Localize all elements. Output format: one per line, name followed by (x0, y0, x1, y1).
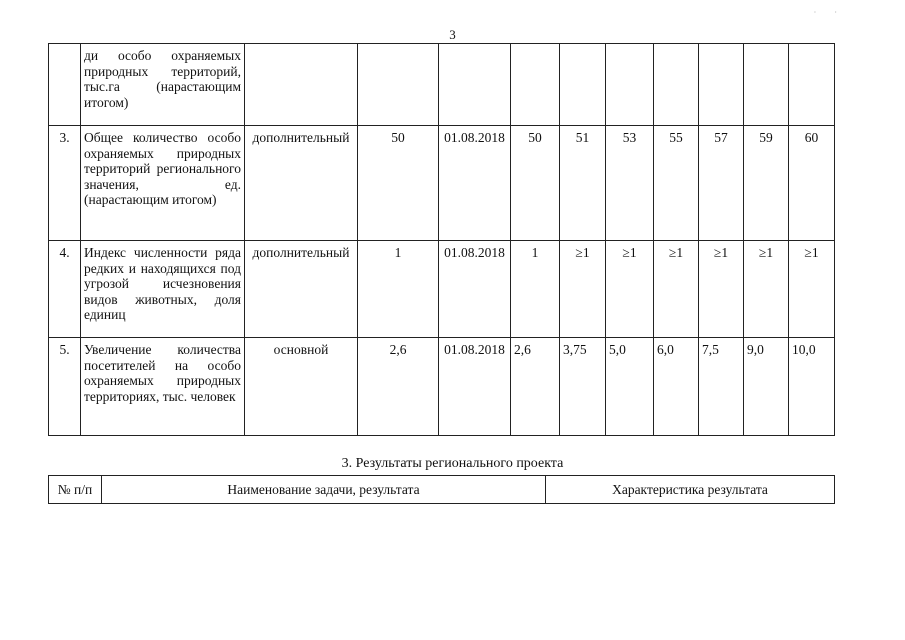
indicator-name: Общее количество особо охраняемых природных территорий регионального значения, ед. (нарастающим итогом) (81, 126, 245, 241)
period-value: 51 (560, 126, 606, 241)
period-value: 7,5 (699, 338, 744, 436)
period-value (744, 44, 789, 126)
period-value (699, 44, 744, 126)
period-value: ≥1 (789, 241, 835, 338)
base-value: 50 (358, 126, 439, 241)
page-number: 3 (449, 27, 456, 42)
row-number: 4. (49, 241, 81, 338)
period-value (560, 44, 606, 126)
base-date: 01.08.2018 (439, 338, 511, 436)
period-value: 57 (699, 126, 744, 241)
header-result-characteristic: Характеристика результата (546, 476, 835, 504)
indicators-table (48, 43, 835, 436)
period-value: 53 (606, 126, 654, 241)
period-value (511, 44, 560, 126)
period-value: ≥1 (744, 241, 789, 338)
period-value: 5,0 (606, 338, 654, 436)
period-value: 59 (744, 126, 789, 241)
header-number: № п/п (49, 476, 102, 504)
corner-mark: · · (813, 8, 845, 17)
period-value: 50 (511, 126, 560, 241)
indicator-type: основной (245, 338, 358, 436)
indicator-type: дополнительный (245, 241, 358, 338)
period-value: 2,6 (511, 338, 560, 436)
base-date: 01.08.2018 (439, 126, 511, 241)
period-value (789, 44, 835, 126)
row-number: 3. (49, 126, 81, 241)
period-value (606, 44, 654, 126)
period-value: 60 (789, 126, 835, 241)
table-row (49, 126, 835, 241)
period-value: 6,0 (654, 338, 699, 436)
section-title: 3. Результаты регионального проекта (341, 456, 564, 471)
indicator-name: Увеличение количества посетителей на особо охраняемых природных территориях, тыс. человек (81, 338, 245, 436)
row-number (49, 44, 81, 126)
base-date (439, 44, 511, 126)
period-value: 55 (654, 126, 699, 241)
indicator-type: дополнительный (245, 126, 358, 241)
results-header-row (49, 476, 835, 504)
base-value (358, 44, 439, 126)
period-value: 10,0 (789, 338, 835, 436)
indicator-type (245, 44, 358, 126)
period-value: ≥1 (606, 241, 654, 338)
base-value: 2,6 (358, 338, 439, 436)
period-value (654, 44, 699, 126)
table-row (49, 241, 835, 338)
header-task-name: Наименование задачи, результата (102, 476, 546, 504)
period-value: 1 (511, 241, 560, 338)
results-table (48, 475, 835, 504)
period-value: ≥1 (699, 241, 744, 338)
base-date: 01.08.2018 (439, 241, 511, 338)
period-value: ≥1 (654, 241, 699, 338)
indicator-name: Индекс численности ряда редких и находящихся под угрозой исчезновения видов животных, доля единиц (81, 241, 245, 338)
period-value: 9,0 (744, 338, 789, 436)
base-value: 1 (358, 241, 439, 338)
period-value: ≥1 (560, 241, 606, 338)
table-row (49, 338, 835, 436)
table-row (49, 44, 835, 126)
indicator-name: ди особо охраняемых природных территорий, тыс.га (нарастающим итогом) (81, 44, 245, 126)
period-value: 3,75 (560, 338, 606, 436)
row-number: 5. (49, 338, 81, 436)
